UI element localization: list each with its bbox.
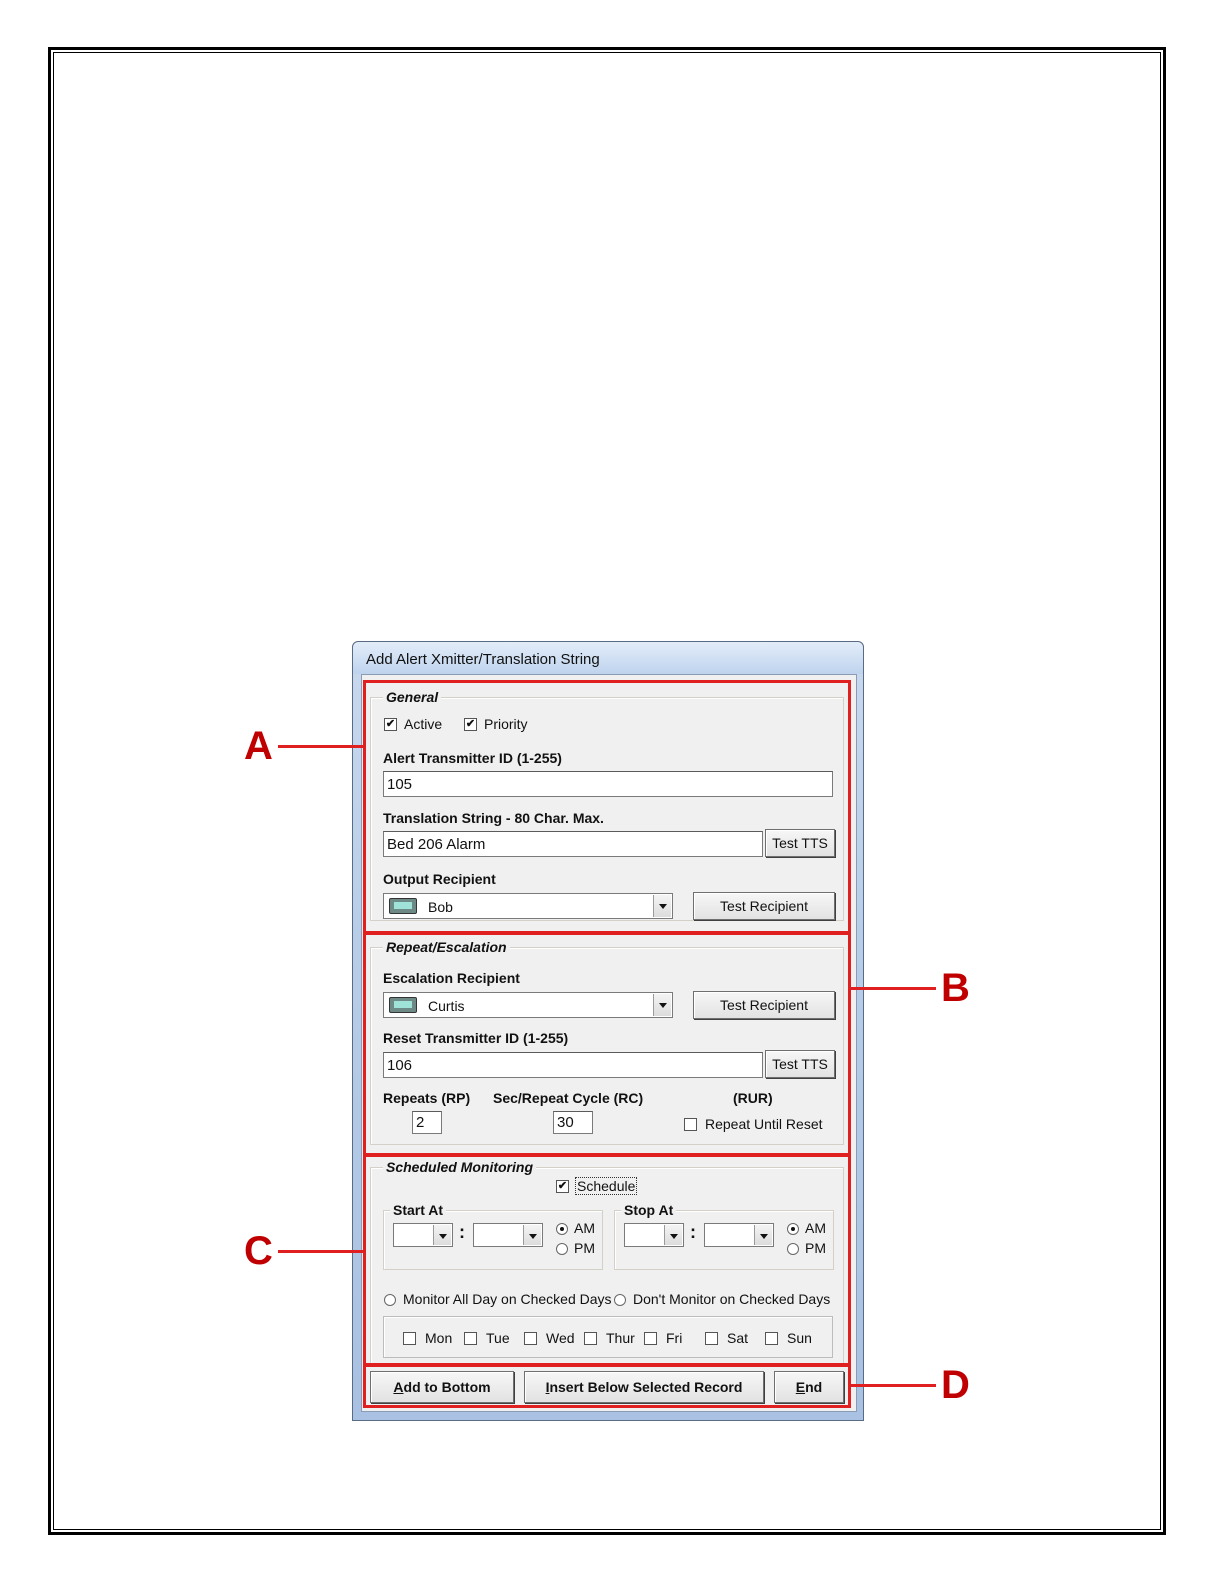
callout-label-c: C (244, 1229, 273, 1273)
add-to-bottom-mnemonic: A (393, 1379, 404, 1395)
escalation-recipient-value: Curtis (428, 998, 465, 1014)
reset-test-tts-button[interactable]: Test TTS (765, 1050, 835, 1078)
callout-label-a: A (244, 724, 273, 768)
callout-label-b: B (941, 966, 970, 1010)
priority-label: Priority (484, 716, 528, 732)
schedule-checkbox[interactable]: ✔ (557, 1180, 568, 1192)
day-label-fri: Fri (666, 1330, 683, 1346)
stop-am-label: AM (805, 1220, 826, 1236)
cycle-input[interactable]: 30 (553, 1111, 593, 1134)
title-bar[interactable] (353, 642, 863, 674)
start-am-label: AM (574, 1220, 595, 1236)
highlight-box-c (363, 1154, 851, 1366)
output-recipient-label: Output Recipient (383, 871, 496, 887)
translation-label: Translation String - 80 Char. Max. (383, 810, 604, 826)
insert-below-label: nsert Below Selected Record (549, 1379, 743, 1395)
test-recipient-button[interactable]: Test Recipient (693, 892, 835, 920)
active-label: Active (404, 716, 443, 732)
repeats-input[interactable]: 2 (412, 1111, 442, 1134)
end-label: nd (805, 1379, 823, 1395)
callout-line-c (278, 1250, 365, 1253)
general-legend: General (383, 689, 441, 705)
day-label-wed: Wed (546, 1330, 575, 1346)
day-label-mon: Mon (425, 1330, 453, 1346)
dont-monitor-label: Don't Monitor on Checked Days (633, 1291, 831, 1307)
stop-colon: : (690, 1222, 696, 1242)
callout-label-d: D (941, 1363, 970, 1407)
insert-below-mnemonic: I (545, 1379, 550, 1395)
start-colon: : (459, 1222, 465, 1242)
day-label-sun: Sun (787, 1330, 812, 1346)
repeat-until-reset-label: Repeat Until Reset (705, 1116, 823, 1132)
active-checkbox[interactable]: ✔ (385, 718, 396, 730)
schedule-label: Schedule (577, 1178, 636, 1194)
highlight-box-b (363, 932, 851, 1156)
monitor-all-day-label: Monitor All Day on Checked Days (403, 1291, 612, 1307)
repeats-label: Repeats (RP) (383, 1090, 471, 1106)
stop-at-legend: Stop At (621, 1202, 676, 1218)
alert-id-input[interactable]: 105 (383, 771, 833, 797)
escalation-test-recipient-button[interactable]: Test Recipient (693, 991, 835, 1019)
output-recipient-value: Bob (428, 899, 453, 915)
callout-line-a (278, 745, 365, 748)
day-label-sat: Sat (727, 1330, 749, 1346)
reset-id-label: Reset Transmitter ID (1-255) (383, 1030, 569, 1046)
priority-checkbox[interactable]: ✔ (465, 718, 476, 730)
day-label-thur: Thur (606, 1330, 635, 1346)
highlight-box-a (363, 680, 851, 934)
escalation-recipient-label: Escalation Recipient (383, 970, 520, 986)
dialog-title: Add Alert Xmitter/Translation String (366, 651, 600, 668)
repeat-legend: Repeat/Escalation (383, 939, 510, 955)
translation-input[interactable]: Bed 206 Alarm (383, 831, 763, 857)
callout-line-d (849, 1384, 936, 1387)
callout-line-b (849, 987, 936, 990)
stop-pm-label: PM (805, 1240, 826, 1256)
test-tts-button[interactable]: Test TTS (765, 829, 835, 857)
start-pm-label: PM (574, 1240, 595, 1256)
highlight-box-d (363, 1364, 851, 1408)
alert-id-label: Alert Transmitter ID (1-255) (383, 750, 562, 766)
schedule-legend: Scheduled Monitoring (383, 1159, 536, 1175)
day-label-tue: Tue (486, 1330, 510, 1346)
start-at-legend: Start At (390, 1202, 446, 1218)
end-mnemonic: E (795, 1379, 806, 1395)
reset-id-input[interactable]: 106 (383, 1052, 763, 1078)
add-to-bottom-label: dd to Bottom (403, 1379, 491, 1395)
cycle-label: Sec/Repeat Cycle (RC) (493, 1090, 644, 1106)
rur-label: (RUR) (733, 1090, 773, 1106)
